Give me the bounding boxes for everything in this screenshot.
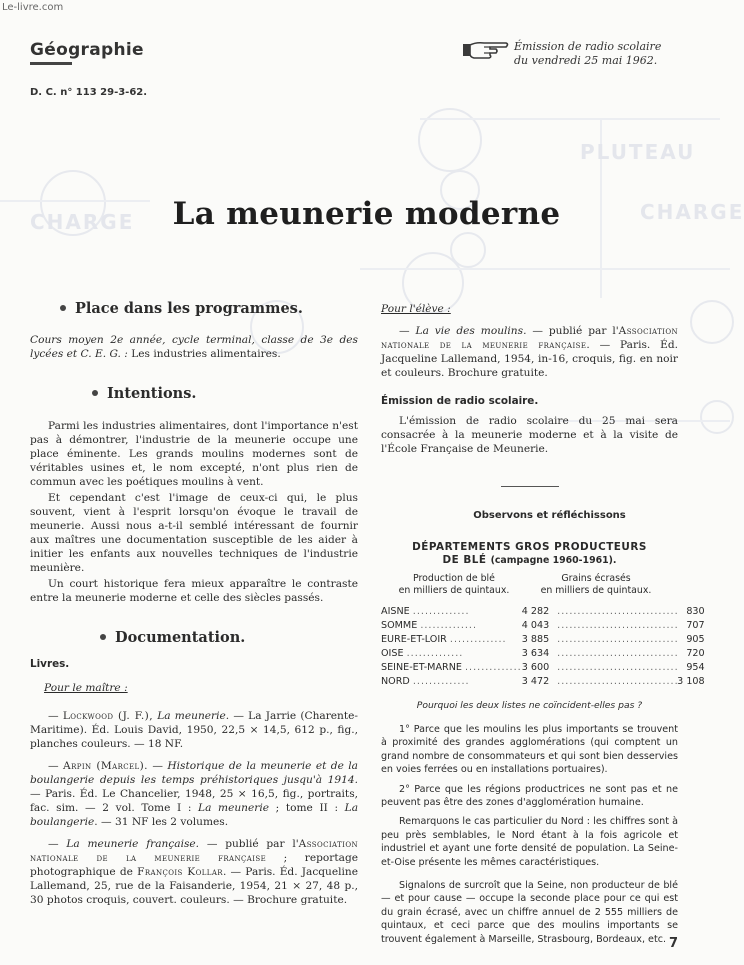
table-row xyxy=(381,633,705,647)
intentions-paragraph-3: Un court historique fera mieux apparaître le contraste entre la meunerie moderne et celle des siècles passés. xyxy=(30,578,358,604)
grains-value: 707 xyxy=(686,620,705,631)
department-name: SEINE-ET-MARNE xyxy=(381,662,462,673)
observons-heading: Observons et réfléchissons xyxy=(473,510,626,521)
column-header-production: Production de blé en milliers de quintaux. xyxy=(398,573,510,596)
broadcast-line-2: du vendredi 25 mai 1962. xyxy=(514,54,658,67)
bullet-icon xyxy=(60,305,66,311)
section-heading-documentation: Documentation. xyxy=(100,631,358,645)
table-row xyxy=(381,661,705,675)
remark-nord: Remarquons le cas particulier du Nord : les chiffres sont à peu près semblables, le Nord étant à la fois agricole et industriel et ayant une forte densité de population. La Seine-et-Oise présente les mêmes caractéristiques. xyxy=(381,816,678,868)
production-value: 3 472 xyxy=(521,676,550,687)
dot-leader: .............. xyxy=(420,620,478,631)
bullet-icon xyxy=(100,634,106,640)
production-value: 3 634 xyxy=(521,648,550,659)
grains-value: 720 xyxy=(686,648,705,659)
dot-leader: .............................. xyxy=(557,676,679,687)
dot-leader: .............. xyxy=(449,634,507,645)
grains-value: 905 xyxy=(686,634,705,645)
broadcast-info xyxy=(514,40,661,68)
broadcast-line-1: Émission de radio scolaire xyxy=(514,40,662,53)
bullet-icon xyxy=(92,390,98,396)
reference-arpin: — Arpin (Marcel). — Historique de la meunerie et de la boulangerie depuis les temps préhistoriques jusqu'à 1914. — Paris. Éd. Le Chancelier, 1948, 25 × 16,5, fig., portraits, fac. sim. — 2 vol. Tome I : La meunerie ; tome II : La boulangerie. — 31 NF les 2 volumes. xyxy=(30,760,359,828)
production-value: 3 885 xyxy=(521,634,550,645)
dot-leader: .............................. xyxy=(557,662,679,673)
dot-leader: .............. xyxy=(465,662,522,673)
department-name: NORD xyxy=(381,676,410,687)
question-text: Pourquoi les deux listes ne coïncident-elles pas ? xyxy=(416,700,643,711)
production-value: 3 600 xyxy=(521,662,550,673)
table-title: DÉPARTEMENTS GROS PRODUCTEURS DE BLÉ (campagne 1960-1961). xyxy=(412,541,647,566)
grains-value: 3 108 xyxy=(677,676,705,687)
production-table xyxy=(381,605,705,689)
books-label: Livres. xyxy=(30,658,70,670)
for-teacher-label: Pour le maître : xyxy=(44,682,128,694)
dot-leader: .............. xyxy=(412,606,470,617)
dot-leader: .............. xyxy=(412,676,470,687)
table-row xyxy=(381,647,705,661)
section-heading-intentions: Intentions. xyxy=(92,387,358,401)
programmes-text: Cours moyen 2e année, cycle terminal, classe de 3e des lycées et C. E. G. : Les industries alimentaires. xyxy=(30,334,358,360)
left-column xyxy=(30,302,358,907)
dot-leader: .............................. xyxy=(557,634,679,645)
page-number: 7 xyxy=(669,936,679,951)
department-name: AISNE xyxy=(381,606,410,617)
grains-value: 830 xyxy=(686,606,705,617)
column-header-grains: Grains écrasés en milliers de quintaux. xyxy=(540,573,652,596)
dot-leader: .............................. xyxy=(557,606,679,617)
department-name: OISE xyxy=(381,648,404,659)
table-row xyxy=(381,605,705,619)
right-column xyxy=(381,302,705,946)
section-heading-programmes: Place dans les programmes. xyxy=(60,302,358,316)
dot-leader: .............................. xyxy=(557,648,679,659)
intentions-paragraph-2: Et cependant c'est l'image de ceux-ci qui, le plus souvent, vient à l'esprit lorsqu'on évoque le travail de meunerie. Aussi nous a-t-il semblé intéressant de fournir aux maîtres une documentation susceptible de les aider à initier les enfants aux nouvelles techniques de l'industrie meunière. xyxy=(30,492,358,574)
watermark: Le-livre.com xyxy=(2,2,64,13)
pointing-hand-icon xyxy=(462,38,510,60)
reference-vie-des-moulins: — La vie des moulins. — publié par l'Association nationale de la meunerie française. — Paris. Éd. Jacqueline Lallemand, 1954, in-16, croquis, fig. en noir et couleurs. Brochure gratuite. xyxy=(381,325,679,379)
radio-emission-heading: Émission de radio scolaire. xyxy=(381,395,539,407)
answer-1: 1° Parce que les moulins les plus importants se trouvent à proximité des grandes agglomérations (qui comptent un grand nombre de consommateurs et qui sont bien desservies en voies ferrées ou en installations portuaires). xyxy=(381,724,678,776)
table-row xyxy=(381,619,705,633)
reference-meunerie-francaise: — La meunerie française. — publié par l'Association nationale de la meunerie française ; reportage photographique de François Kollar. — Paris. Éd. Jacqueline Lallemand, 25, rue de la Faisanderie, 1954, 21 × 27, 48 p., 30 photos croquis, couvert. couleurs. — Brochure gratuite. xyxy=(30,838,359,906)
subject-label: Géographie xyxy=(30,40,144,60)
reference-lockwood: — Lockwood (J. F.), La meunerie. — La Jarrie (Charente-Maritime). Éd. Louis David, 1950, 22,5 × 14,5, 612 p., fig., planches couleurs. — 18 NF. xyxy=(30,710,358,750)
department-name: EURE-ET-LOIR xyxy=(381,634,447,645)
dot-leader: .............................. xyxy=(557,620,679,631)
remark-seine: Signalons de surcroît que la Seine, non producteur de blé — et pour cause — occupe la seconde place pour ce qui est du grain écrasé, avec un chiffre annuel de 2 555 milliers de quintaux, et ceci parce que des moulins importants se trouvent également à Marseille, Strasbourg, Bordeaux, etc. xyxy=(381,880,678,945)
department-name: SOMME xyxy=(381,620,418,631)
radio-emission-text: L'émission de radio scolaire du 25 mai sera consacrée à la meunerie moderne et à la visite de l'École Française de Meunerie. xyxy=(381,415,678,455)
page-title: La meunerie moderne xyxy=(172,196,561,232)
document-reference: D. C. n° 113 29-3-62. xyxy=(30,87,148,98)
for-student-label: Pour l'élève : xyxy=(381,303,451,315)
production-value: 4 043 xyxy=(521,620,550,631)
intentions-paragraph-1: Parmi les industries alimentaires, dont l'importance n'est pas à démontrer, l'industrie de la meunerie occupe une place éminente. Les grands moulins modernes sont de véritables usines et, le nom excepté, n'ont plus rien de commun avec les poétiques moulins à vent. xyxy=(30,420,358,488)
subject-underline xyxy=(30,62,72,65)
answers-block xyxy=(381,723,678,946)
table-column-headers xyxy=(381,573,678,601)
table-row xyxy=(381,675,705,689)
dot-leader: .............. xyxy=(406,648,464,659)
grains-value: 954 xyxy=(686,662,705,673)
section-divider xyxy=(501,486,559,487)
answer-2: 2° Parce que les régions productrices ne sont pas et ne peuvent pas être des zones d'agglomération humaine. xyxy=(381,783,678,809)
production-value: 4 282 xyxy=(521,606,550,617)
